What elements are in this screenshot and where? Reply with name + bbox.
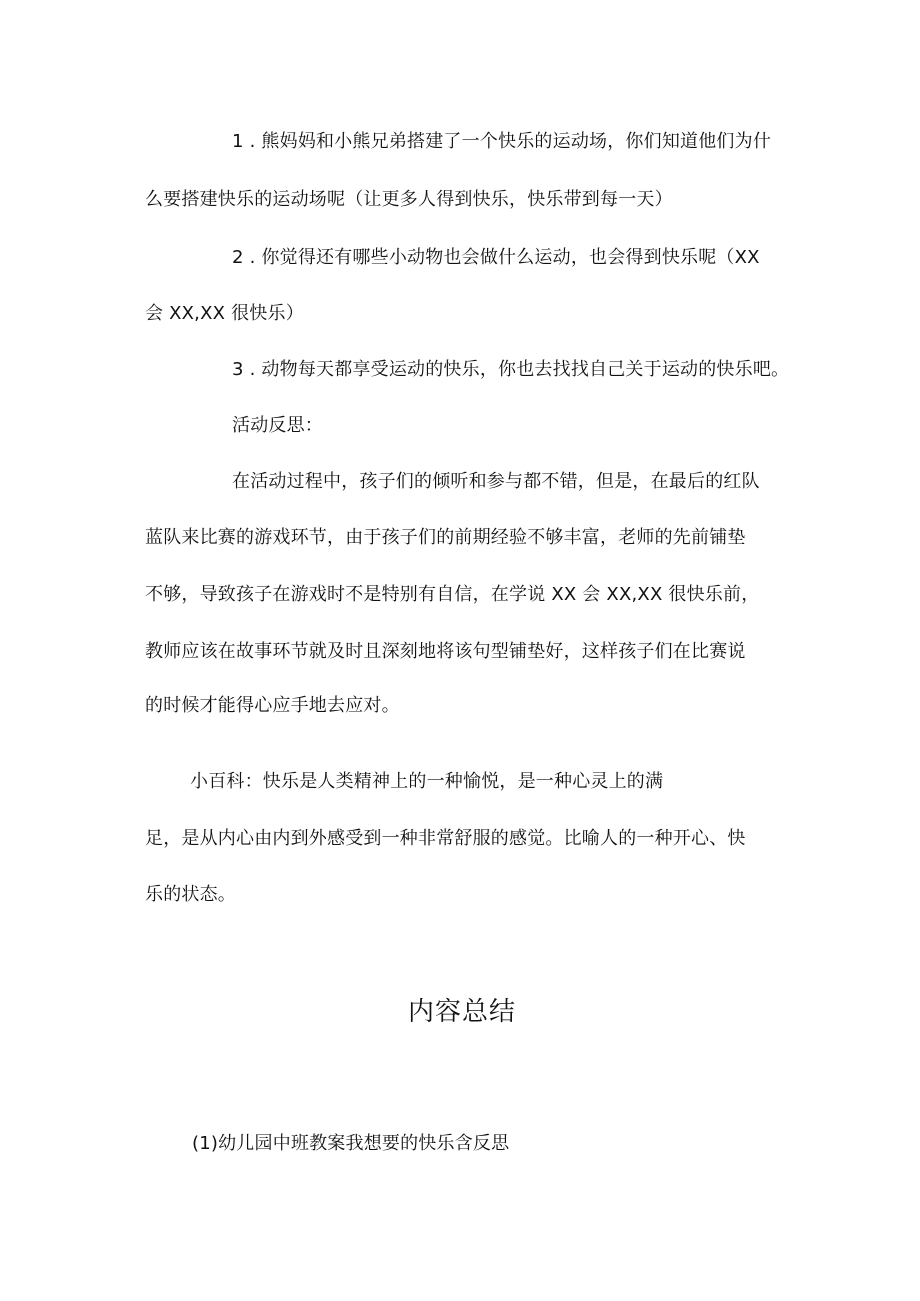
question-2-line-1: 2 . 你觉得还有哪些小动物也会做什么运动，也会得到快乐呢（XX	[232, 247, 760, 268]
encyclopedia-line-3: 乐的状态。	[145, 884, 236, 905]
reflection-heading: 活动反思：	[232, 415, 323, 436]
reflection-line-5: 的时候才能得心应手地去应对。	[145, 695, 400, 716]
encyclopedia-line-1: 小百科：快乐是人类精神上的一种愉悦，是一种心灵上的满	[190, 771, 664, 792]
question-3-line-1: 3 . 动物每天都享受运动的快乐，你也去找找自己关于运动的快乐吧。	[232, 359, 790, 380]
summary-item-1: (1)幼儿园中班教案我想要的快乐含反思	[192, 1133, 510, 1154]
reflection-line-2: 蓝队来比赛的游戏环节，由于孩子们的前期经验不够丰富，老师的先前铺垫	[145, 527, 746, 548]
question-2-line-2: 会 XX,XX 很快乐）	[145, 303, 304, 324]
encyclopedia-line-2: 足，是从内心由内到外感受到一种非常舒服的感觉。比喻人的一种开心、快	[145, 828, 746, 849]
summary-title: 内容总结	[408, 997, 517, 1027]
reflection-line-4: 教师应该在故事环节就及时且深刻地将该句型铺垫好，这样孩子们在比赛说	[145, 641, 746, 662]
question-1-line-2: 么要搭建快乐的运动场呢（让更多人得到快乐，快乐带到每一天）	[145, 189, 673, 210]
question-1-line-1: 1 . 熊妈妈和小熊兄弟搭建了一个快乐的运动场，你们知道他们为什	[232, 131, 772, 152]
reflection-line-1: 在活动过程中，孩子们的倾听和参与都不错，但是，在最后的红队	[232, 471, 760, 492]
reflection-line-3: 不够，导致孩子在游戏时不是特别有自信，在学说 XX 会 XX,XX 很快乐前，	[145, 584, 760, 605]
